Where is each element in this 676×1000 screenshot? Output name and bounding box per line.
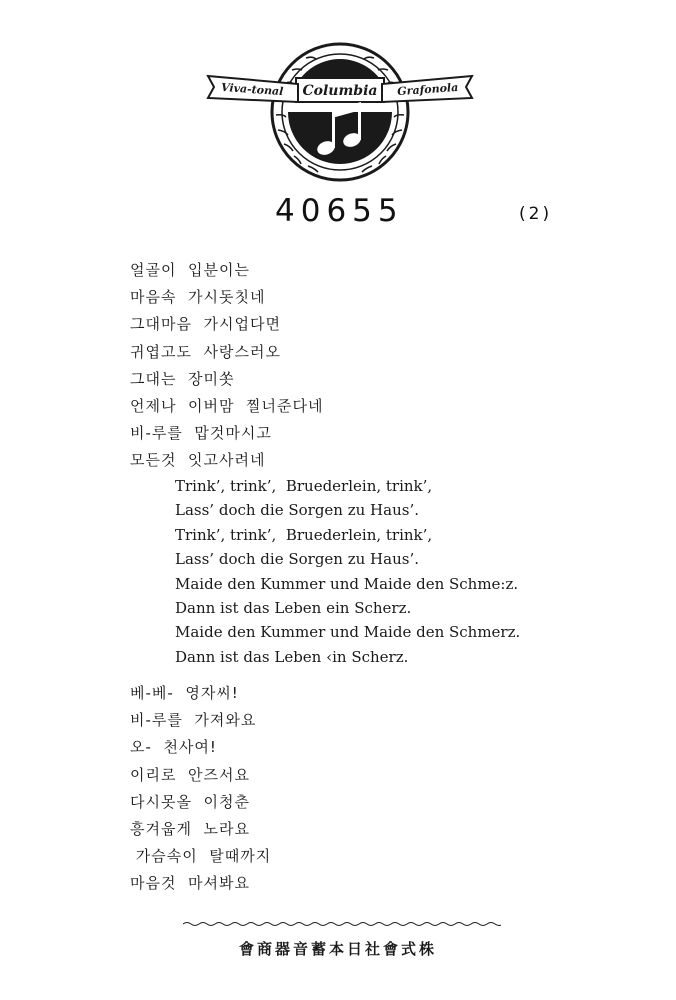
lyric-line: 그대마음 가시업다면	[130, 315, 281, 334]
columbia-emblem	[200, 40, 480, 185]
lyric-line: 귀엽고도 사랑스러오	[130, 342, 281, 361]
lyric-line: Lass’ doch die Sorgen zu Haus’.	[175, 501, 419, 520]
lyric-line: 다시못올 이청춘	[130, 792, 250, 811]
lyric-line: 베-베- 영자씨!	[130, 684, 239, 702]
lyric-line: 마음것 마셔봐요	[130, 874, 250, 893]
german-refrain	[175, 474, 520, 669]
lyric-line: 언제나 이버맘 찔너준다네	[130, 396, 324, 415]
lyric-line: 가슴속이 탈때까지	[130, 847, 272, 866]
lyric-line: Trink’, trink’, Bruederlein, trink’,	[175, 477, 433, 495]
korean-verse-1	[130, 257, 323, 475]
lyric-line: 얼골이 입분이는	[130, 261, 250, 279]
lyric-line: Maide den Kummer und Maide den Schme:z.	[175, 574, 519, 593]
lyric-line: 비-루를 맙것마시고	[130, 424, 272, 443]
logo-center-text: Columbia	[302, 83, 378, 99]
lyric-line: 흥겨웁게 노라요	[130, 819, 250, 838]
footer-divider	[183, 920, 501, 928]
lyric-line: Dann ist das Leben ‹in Scherz.	[175, 647, 409, 666]
columbia-logo	[200, 40, 480, 185]
lyric-line: 그대는 장미쏫	[130, 369, 235, 388]
lyric-line: 모든것 잇고사려네	[130, 451, 266, 470]
page-number: (2)	[519, 204, 553, 224]
logo-left-banner: Viva-tonal	[220, 80, 284, 99]
lyric-line: Maide den Kummer und Maide den Schmerz.	[175, 623, 521, 642]
record-number: 40655	[275, 193, 404, 229]
korean-verse-2	[130, 680, 271, 898]
publisher-name: 會商器音蓄本日社會式株	[238, 940, 437, 958]
lyric-line: Trink’, trink’, Bruederlein, trink’,	[175, 525, 433, 544]
lyric-line: Dann ist das Leben ein Scherz.	[175, 598, 412, 617]
lyric-line: 비-루를 가져와요	[130, 711, 257, 730]
lyric-line: Lass’ doch die Sorgen zu Haus’.	[175, 550, 419, 569]
logo-right-banner: Grafonola	[396, 80, 459, 99]
lyric-line: 이리로 안즈서요	[130, 765, 250, 784]
lyric-line: 마음속 가시돗칫네	[130, 288, 266, 307]
lyric-line: 오- 천사여!	[130, 738, 217, 757]
